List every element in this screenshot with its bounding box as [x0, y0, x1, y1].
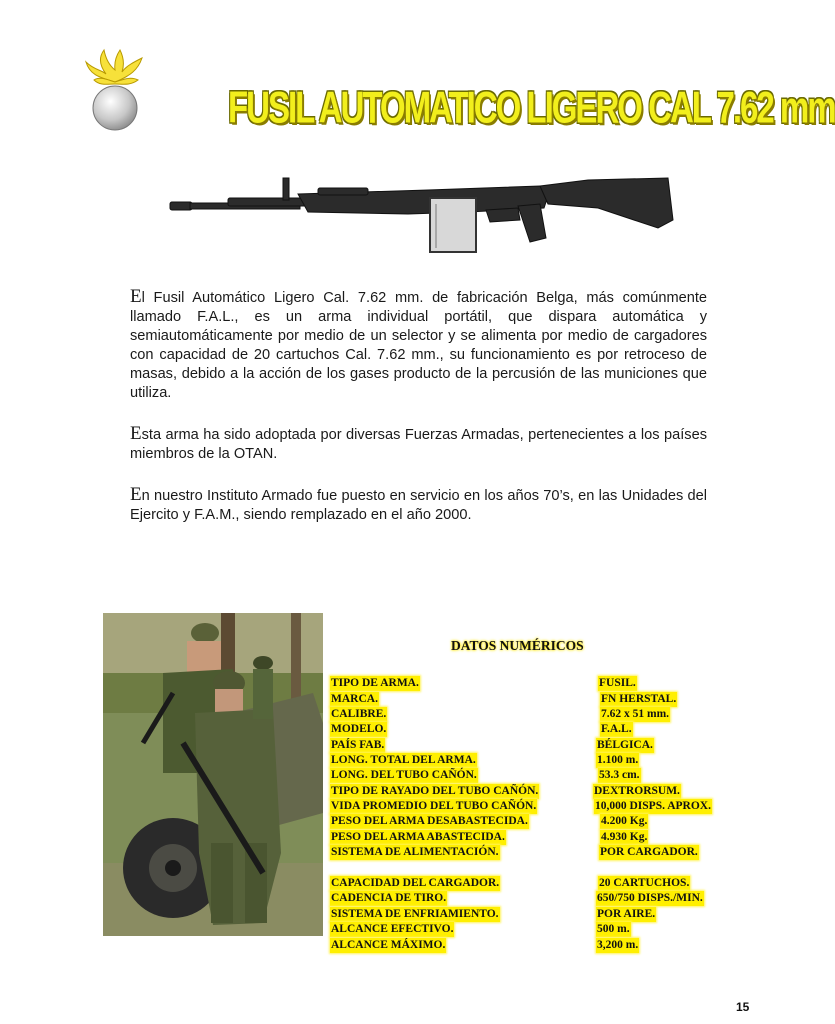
datos-value: 1.100 m.: [597, 754, 639, 766]
datos-label: PAÍS FAB.: [331, 739, 385, 751]
page-title: FUSIL AUTOMATICO LIGERO CAL 7.62 mm: [228, 82, 835, 132]
datos-value: 53.3 cm.: [599, 769, 640, 781]
datos-label: SISTEMA DE ENFRIAMIENTO.: [331, 908, 499, 920]
datos-value: FUSIL.: [599, 677, 636, 689]
datos-label: PESO DEL ARMA DESABASTECIDA.: [331, 815, 528, 827]
datos-label: LONG. TOTAL DEL ARMA.: [331, 754, 476, 766]
datos-value: 7.62 x 51 mm.: [601, 708, 670, 720]
dropcap: E: [130, 286, 142, 307]
datos-label: ALCANCE EFECTIVO.: [331, 923, 454, 935]
datos-label: LONG. DEL TUBO CAÑÓN.: [331, 769, 477, 781]
paragraph-intro: [130, 287, 707, 403]
page-number: 15: [736, 1000, 750, 1014]
datos-label: CADENCIA DE TIRO.: [331, 892, 447, 904]
datos-value: FN HERSTAL.: [601, 693, 677, 705]
datos-label: MARCA.: [331, 693, 378, 705]
datos-label: CAPACIDAD DEL CARGADOR.: [331, 877, 500, 889]
datos-label: VIDA PROMEDIO DEL TUBO CAÑÓN.: [331, 800, 537, 812]
datos-label: CALIBRE.: [331, 708, 387, 720]
paragraph-text: n nuestro Instituto Armado fue puesto en servicio en los años 70’s, en las Unidades del Ejercito y F.A.M., siendo remplazado en el año 2000.: [130, 488, 707, 523]
datos-value: 3,200 m.: [597, 939, 639, 951]
datos-value: DEXTRORSUM.: [594, 785, 680, 797]
dropcap: E: [130, 484, 142, 505]
paragraph-history: [130, 485, 707, 525]
datos-value: POR AIRE.: [597, 908, 656, 920]
datos-value: 10,000 DISPS. APROX.: [595, 800, 711, 812]
datos-label: PESO DEL ARMA ABASTECIDA.: [331, 831, 505, 843]
datos-value: 650/750 DISPS./MIN.: [597, 892, 703, 904]
datos-value: F.A.L.: [601, 723, 632, 735]
datos-value: 500 m.: [597, 923, 630, 935]
datos-value: BÉLGICA.: [597, 739, 653, 751]
datos-label: MODELO.: [331, 723, 387, 735]
paragraph-text: sta arma ha sido adoptada por diversas Fuerzas Armadas, pertenecientes a los países miembros de la OTAN.: [130, 427, 707, 462]
datos-label: ALCANCE MÁXIMO.: [331, 939, 446, 951]
datos-value: POR CARGADOR.: [600, 846, 698, 858]
datos-label: TIPO DE ARMA.: [331, 677, 419, 689]
rifle-illustration: [168, 168, 678, 254]
datos-value: 4.200 Kg.: [601, 815, 648, 827]
datos-label: TIPO DE RAYADO DEL TUBO CAÑÓN.: [331, 785, 539, 797]
dropcap: E: [130, 423, 142, 444]
soldiers-photo: [103, 613, 323, 936]
paragraph-otan: [130, 424, 707, 464]
datos-title: DATOS NUMÉRICOS: [451, 638, 584, 653]
datos-value: 20 CARTUCHOS.: [599, 877, 690, 889]
grenade-emblem-icon: [82, 48, 148, 132]
datos-value: 4.930 Kg.: [601, 831, 648, 843]
datos-label: SISTEMA DE ALIMENTACIÓN.: [331, 846, 499, 858]
paragraph-text: l Fusil Automático Ligero Cal. 7.62 mm. de fabricación Belga, más comúnmente llamado F.A.L., es un arma individual portátil, que dispara automática y semiautomáticamente por medio de un selector y se alimenta por medio de cargadores con capacidad de 20 cartuchos Cal. 7.62 mm., su funcionamiento es por retroceso de masas, debido a la acción de los gases producto de la percusión de las municiones que utiliza.: [130, 290, 707, 401]
